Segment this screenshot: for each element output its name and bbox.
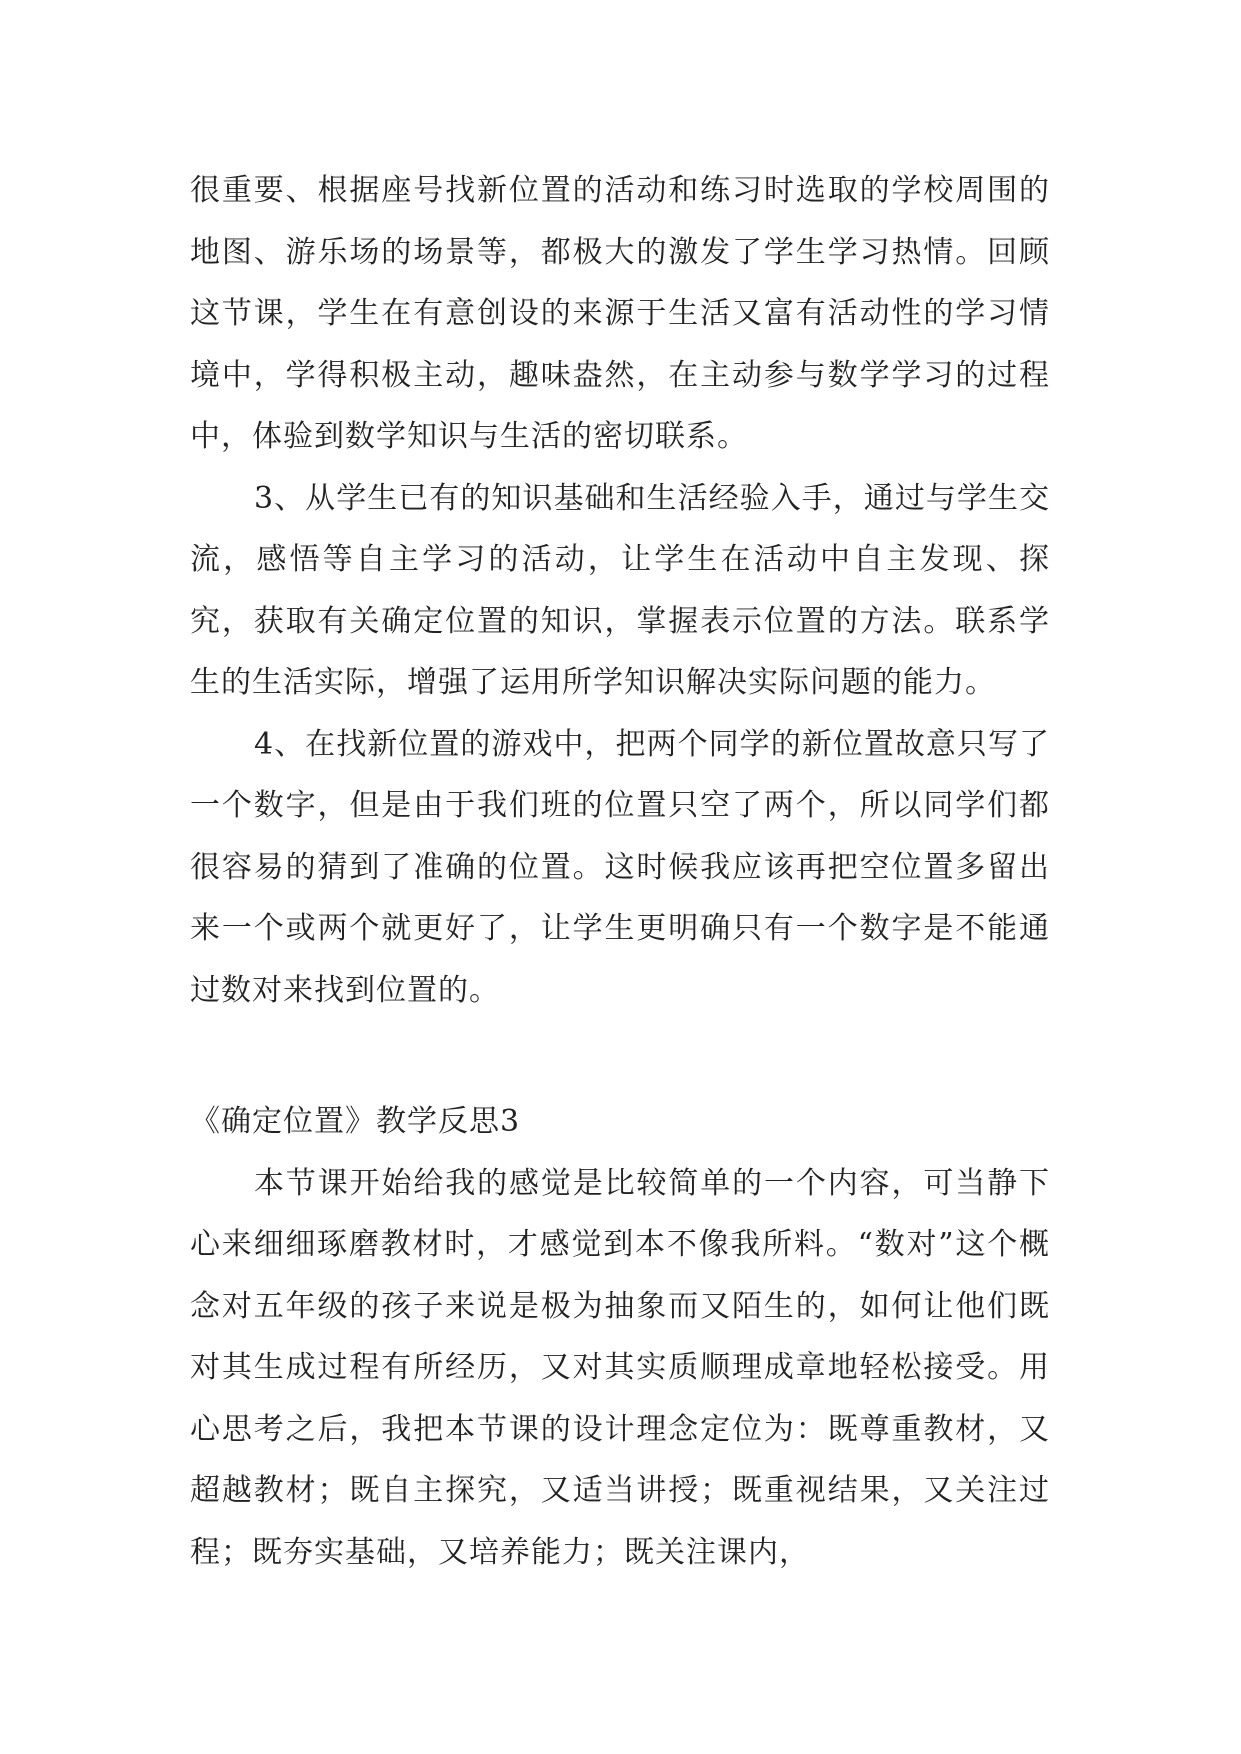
paragraph-continued: 很重要、根据座号找新位置的活动和练习时选取的学校周围的地图、游乐场的场景等，都极大的激发了学生学习热情。回顾这节课，学生在有意创设的来源于生活又富有活动性的学习情境中，学得积极主动，趣味盎然，在主动参与数学学习的过程中，体验到数学知识与生活的密切联系。 (190, 173, 1050, 454)
paragraph-point-4: 4、在找新位置的游戏中，把两个同学的新位置故意只写了一个数字，但是由于我们班的位置只空了两个，所以同学们都很容易的猜到了准确的位置。这时候我应该再把空位置多留出来一个或两个就更好了，让学生更明确只有一个数字是不能通过数对来找到位置的。 (190, 726, 1050, 1008)
document-body (190, 160, 1050, 1583)
section-title: 《确定位置》教学反思3 (190, 1104, 521, 1139)
paragraph-reflection-3: 本节课开始给我的感觉是比较简单的一个内容，可当静下心来细细琢磨教材时，才感觉到本不像我所料。“数对”这个概念对五年级的孩子来说是极为抽象而又陌生的，如何让他们既对其生成过程有所经历，又对其实质顺理成章地轻松接受。用心思考之后，我把本节课的设计理念定位为：既尊重教材，又超越教材；既自主探究，又适当讲授；既重视结果，又关注过程；既夯实基础，又培养能力；既关注课内， (190, 1165, 1050, 1570)
paragraph-point-3: 3、从学生已有的知识基础和生活经验入手，通过与学生交流，感悟等自主学习的活动，让学生在活动中自主发现、探究，获取有关确定位置的知识，掌握表示位置的方法。联系学生的生活实际，增强了运用所学知识解决实际问题的能力。 (190, 480, 1050, 700)
